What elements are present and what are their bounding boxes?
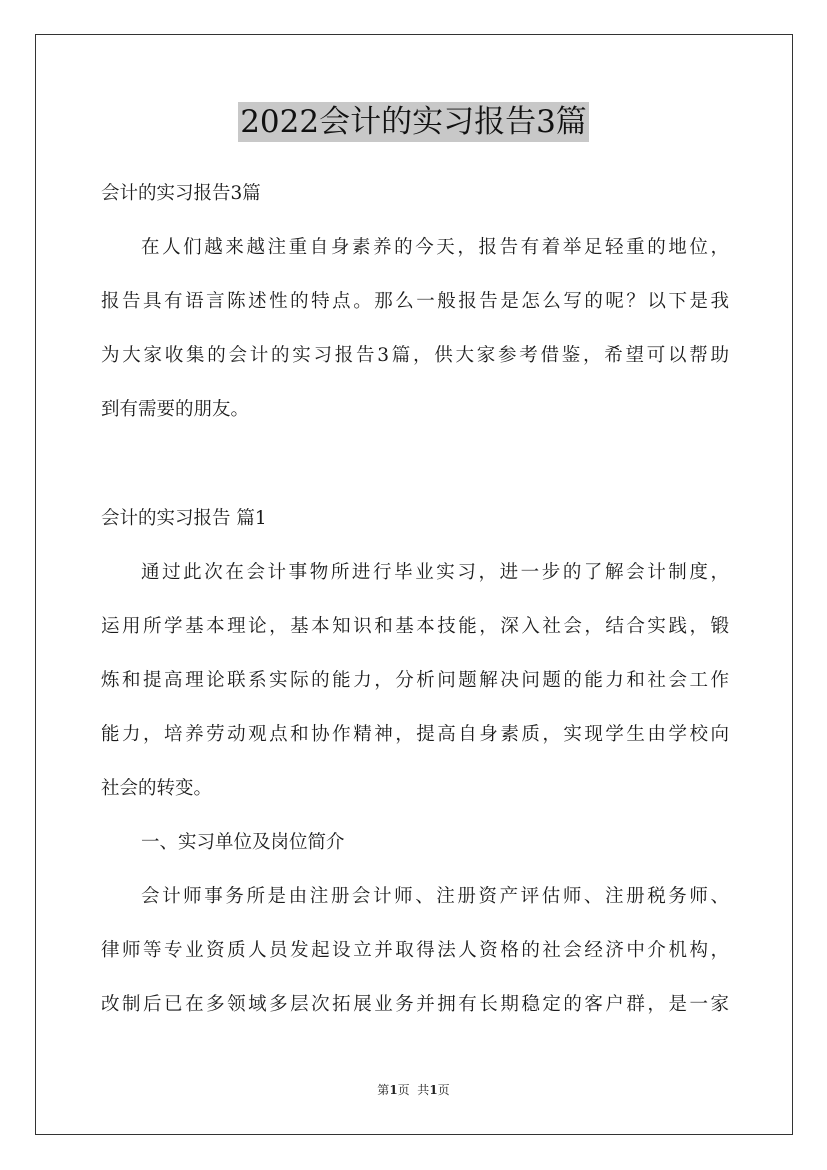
- paragraph-line: 在人们越来越注重自身素养的今天，报告有着举足轻重的地位，: [141, 237, 729, 258]
- paragraph-line: 为大家收集的会计的实习报告3篇，供大家参考借鉴，希望可以帮助: [101, 345, 729, 366]
- paragraph-line: 运用所学基本理论，基本知识和基本技能，深入社会，结合实践，锻: [101, 616, 729, 637]
- paragraph-line: 改制后已在多领域多层次拓展业务并拥有长期稳定的客户群，是一家: [101, 994, 729, 1015]
- paragraph-line: 通过此次在会计事物所进行毕业实习，进一步的了解会计制度，: [141, 562, 729, 583]
- paragraph-line: 会计师事务所是由注册会计师、注册资产评估师、注册税务师、: [141, 886, 729, 907]
- paragraph-line: 社会的转变。: [101, 778, 213, 799]
- title-container: [0, 102, 827, 142]
- footer-total-pages: 1: [429, 1083, 438, 1097]
- document-title: 2022会计的实习报告3篇: [240, 104, 587, 140]
- subtitle-line: 会计的实习报告3篇: [101, 183, 261, 204]
- paragraph-line: 报告具有语言陈述性的特点。那么一般报告是怎么写的呢？以下是我: [101, 291, 729, 312]
- footer-middle: 页 共: [397, 1083, 430, 1097]
- subsection-heading: 一、实习单位及岗位简介: [141, 832, 345, 853]
- paragraph-line: 到有需要的朋友。: [101, 399, 250, 420]
- footer-current-page: 1: [389, 1083, 398, 1097]
- paragraph-line: 律师等专业资质人员发起设立并取得法人资格的社会经济中介机构，: [101, 940, 729, 961]
- paragraph-line: 能力，培养劳动观点和协作精神，提高自身素质，实现学生由学校向: [101, 724, 729, 745]
- footer-suffix: 页: [437, 1083, 450, 1097]
- paragraph-line: 炼和提高理论联系实际的能力，分析问题解决问题的能力和社会工作: [101, 670, 729, 691]
- page-footer: [0, 1082, 827, 1098]
- footer-prefix: 第: [377, 1083, 390, 1097]
- section-heading: 会计的实习报告 篇1: [101, 508, 267, 529]
